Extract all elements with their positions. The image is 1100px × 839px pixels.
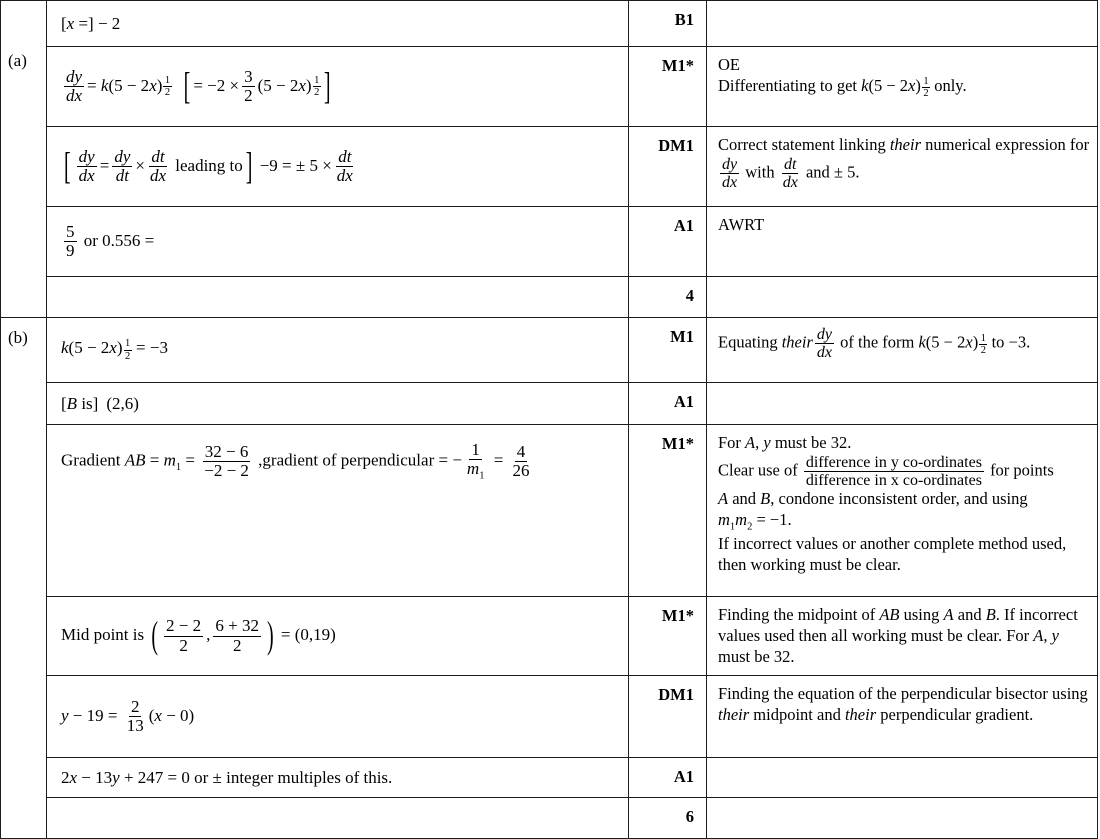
comment-line: then working must be clear. [718, 555, 901, 575]
working-cell [47, 676, 628, 757]
math-token: AB [124, 450, 146, 470]
row-b4 [47, 597, 1097, 676]
math-token: (5 − 2 [108, 75, 150, 95]
part-label-a [1, 1, 47, 317]
fraction: $\frac{4}{26}$ [512, 441, 530, 481]
row-b6 [47, 758, 1097, 798]
working-cell [47, 207, 628, 276]
right-bracket: ] [323, 65, 331, 108]
fraction: $\frac{2}{13}$ [126, 696, 144, 735]
fraction: $\frac{6 + 32}{2}$ [215, 616, 259, 655]
subscript: 1 [729, 521, 736, 533]
mark-code: DM1 [658, 136, 694, 155]
math-token: = [99, 155, 110, 175]
mark-cell [628, 597, 707, 675]
fraction: $\frac{dy}{dx}$ [66, 66, 83, 105]
working-cell [47, 425, 628, 596]
math-token: is] [77, 393, 99, 413]
math-token: m [163, 450, 176, 470]
mark-code: DM1 [658, 685, 694, 704]
math-token: = [489, 450, 508, 470]
comment-cell [707, 318, 1097, 382]
comment-cell [707, 127, 1097, 206]
math-token: ) [116, 338, 123, 358]
mark-code: M1 [670, 327, 694, 346]
math-token: − 13 [77, 767, 113, 787]
comment-line: Finding the equation of the perpendicular bisector using their midpoint and their perpendicular gradient. [718, 684, 1088, 724]
math-token: − 19 = [68, 705, 122, 725]
subscript: 1 [479, 470, 485, 482]
comment-line: AWRT [718, 215, 765, 234]
fraction: $\frac{3}{2}$ [244, 66, 253, 105]
mark-code: A1 [673, 392, 694, 411]
math-token: x [154, 705, 162, 725]
comment-line: Equating their $\frac{dy}{dx}$ of the form k(5 − 2x) $\frac{1}{2}$ to −3. [718, 326, 1031, 362]
mark-cell [628, 425, 707, 596]
fraction: $\frac{32 - 6}{-2 - 2}$ [204, 441, 249, 481]
row-a1 [47, 1, 1097, 47]
working-cell [47, 597, 628, 675]
comment-cell [707, 798, 1097, 838]
mark-code: A1 [673, 216, 694, 235]
fraction: $\frac{dy}{dx}$ [722, 155, 738, 192]
right-bracket: ] [245, 145, 253, 188]
mark-cell [628, 127, 707, 206]
comment-cell [707, 207, 1097, 276]
mark-code: M1* [661, 434, 694, 453]
mark-cell [628, 1, 707, 46]
exponent-fraction: $\frac{1}{2}$ [923, 75, 929, 99]
math-token: =] − 2 [74, 13, 121, 33]
comment-line: OE [718, 55, 740, 74]
row-a4 [47, 207, 1097, 277]
right-paren: ) [266, 615, 274, 657]
mark-code: M1* [661, 56, 694, 75]
section-b [1, 318, 1097, 839]
mark-cell [628, 47, 707, 126]
left-paren: ( [151, 615, 159, 657]
working-cell [47, 127, 628, 206]
mark-cell [628, 383, 707, 424]
row-b1 [47, 318, 1097, 383]
math-token: ,gradient of perpendicular = − [258, 450, 462, 470]
math-token: (5 − 2 [68, 338, 110, 358]
fraction: $\frac{dy}{dx}$ [816, 326, 832, 362]
section-b-rows [47, 318, 1097, 838]
left-bracket: [ [64, 145, 71, 188]
exponent-fraction: $\frac{1}{2}$ [980, 332, 986, 356]
math-token: = [181, 450, 200, 470]
working-cell [47, 383, 628, 424]
comment-cell [707, 383, 1097, 424]
row-a2 [47, 47, 1097, 127]
math-token: k [61, 338, 69, 358]
math-token: = [87, 75, 97, 95]
comment-line: Differentiating to get k(5 − 2x) $\frac{1}{2}$ only. [718, 75, 967, 99]
total-marks-b [628, 798, 707, 838]
math-token: x [69, 767, 78, 787]
section-a [1, 1, 1097, 318]
comment-line: A and B, condone inconsistent order, and using [718, 489, 1028, 509]
comment-cell [707, 676, 1097, 757]
total-value: 4 [685, 286, 694, 305]
math-token: ) [156, 75, 163, 95]
comment-line: If incorrect values or another complete method used, [718, 534, 1067, 554]
math-token: , [206, 624, 211, 644]
math-token: k [100, 75, 109, 95]
math-token: x [66, 13, 75, 33]
fraction: $\frac{dt}{dx}$ [782, 155, 798, 192]
math-token: leading to [175, 155, 243, 175]
math-token: x [298, 75, 306, 95]
math-token: x [149, 75, 157, 95]
part-label-text: (b) [8, 328, 28, 347]
comment-cell [707, 277, 1097, 317]
comment-line: Finding the midpoint of AB using A and B. If incorrect values used then all working must be clear. For A, y must be 32. [718, 605, 1078, 666]
part-label-b [1, 318, 47, 838]
part-label-text: (a) [8, 51, 27, 70]
math-token: [ [61, 393, 67, 413]
fraction: $\frac{dy}{dx}$ [78, 146, 95, 185]
mark-code: A1 [673, 767, 694, 786]
row-a3 [47, 127, 1097, 207]
math-token: (5 − 2 [257, 75, 299, 95]
mark-cell [628, 318, 707, 382]
math-token: = −3 [131, 338, 168, 358]
math-token: 2 [61, 767, 70, 787]
left-bracket: [ [183, 65, 191, 108]
mark-cell [628, 758, 707, 797]
math-token: or 0.556 = [79, 230, 155, 250]
comment-cell [707, 425, 1097, 596]
math-token: y [61, 705, 69, 725]
mark-cell [628, 207, 707, 276]
subscript: 1 [175, 461, 182, 473]
working-cell [47, 318, 628, 382]
math-token: Mid point is [61, 624, 149, 644]
subscript: 2 [747, 521, 753, 533]
comment-line: For A, y must be 32. [718, 433, 852, 452]
math-token: −9 = ± 5 × [255, 155, 332, 175]
fraction: $\frac{dt}{dx}$ [336, 146, 353, 185]
math-token: × [135, 155, 145, 175]
total-marks-a [628, 277, 707, 317]
row-b3 [47, 425, 1097, 597]
mark-code: M1* [661, 606, 694, 625]
row-b-total [47, 798, 1097, 838]
math-token: [ [61, 13, 67, 33]
math-token: Gradient [61, 450, 125, 470]
exponent-fraction: $\frac{1}{2}$ [314, 75, 320, 99]
row-b2 [47, 383, 1097, 425]
working-cell [47, 47, 628, 126]
fraction: $\frac{1}{m_1}$ [466, 440, 485, 482]
math-token: − 0) [161, 705, 195, 725]
working-cell [47, 758, 628, 797]
comment-cell [707, 1, 1097, 46]
row-a-total [47, 277, 1097, 317]
total-value: 6 [685, 807, 694, 826]
comment-cell [707, 597, 1097, 675]
comment-line: Clear use of difference in y co-ordinates difference in x co-ordinates for points [718, 453, 1054, 490]
mark-code: B1 [674, 10, 694, 29]
comment-line: Correct statement linking their numerical expression for $\frac{dy}{dx}$ with $\frac{dt}{dx}$ and ± 5. [718, 135, 1090, 192]
math-token: B [66, 393, 78, 413]
fraction: $\frac{dy}{dt}$ [114, 146, 131, 185]
math-token: x [109, 338, 117, 358]
working-cell [47, 798, 628, 838]
fraction: difference in y co-ordinates difference in x co-ordinates [805, 453, 982, 490]
comment-cell [707, 47, 1097, 126]
mark-cell [628, 676, 707, 757]
fraction: $\frac{dt}{dx}$ [149, 146, 166, 185]
math-token: = (0,19) [276, 624, 336, 644]
exponent-fraction: $\frac{1}{2}$ [164, 75, 171, 99]
section-a-rows [47, 1, 1097, 317]
math-token: (2,6) [106, 393, 139, 413]
fraction: $\frac{2 - 2}{2}$ [166, 616, 202, 655]
comment-line: $m_1m_2 = -1$. [718, 510, 792, 533]
comment-cell [707, 758, 1097, 797]
math-token: = −2 × [193, 75, 240, 95]
math-token: = [145, 450, 164, 470]
working-cell [47, 1, 628, 46]
row-b5 [47, 676, 1097, 758]
math-token: ) [305, 75, 312, 95]
exponent-fraction: $\frac{1}{2}$ [125, 338, 131, 362]
fraction: $\frac{5}{9}$ [66, 221, 75, 260]
math-token: + 247 = 0 or ± integer multiples of this. [119, 767, 393, 787]
working-cell [47, 277, 628, 317]
math-token: y [112, 767, 120, 787]
math-token: ( [148, 705, 155, 725]
